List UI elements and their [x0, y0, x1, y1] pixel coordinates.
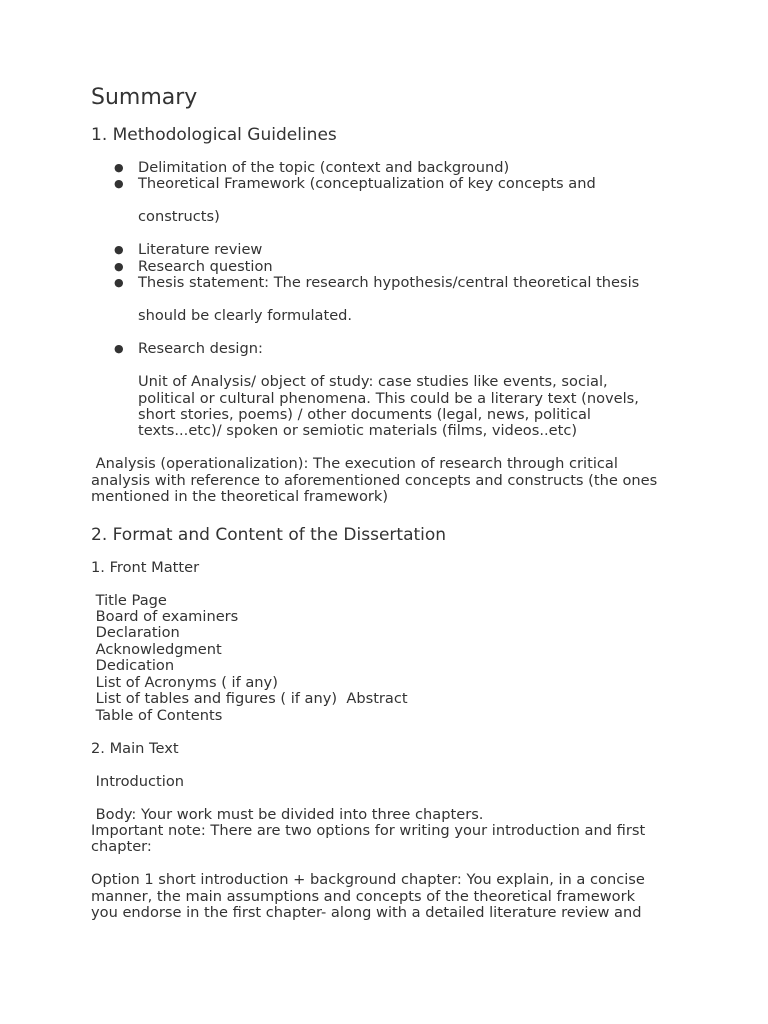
front-matter-item: Table of Contents: [91, 706, 223, 724]
front-matter-heading: 1. Front Matter: [91, 558, 200, 576]
list-item: ● Research question: [114, 257, 273, 275]
bullet-icon: ●: [114, 342, 124, 356]
front-matter-item: Acknowledgment: [91, 640, 222, 658]
front-matter-item: Board of examiners: [91, 608, 239, 626]
list-item-continuation: constructs): [138, 208, 220, 226]
bullet-icon: ●: [114, 276, 124, 290]
bullet-icon: ●: [114, 161, 124, 174]
front-matter-item: List of tables and figures ( if any) Abstract: [91, 690, 408, 708]
main-text-heading: 2. Main Text: [91, 739, 179, 757]
list-item: ● Theoretical Framework (conceptualization of key concepts and constructs): [138, 176, 691, 242]
bullet-icon: ●: [114, 259, 124, 273]
front-matter-item: List of Acronyms ( if any): [91, 673, 278, 691]
list-item: ● Thesis statement: The research hypothesis/central theoretical thesis should be clearly formulated.: [138, 275, 691, 341]
front-matter-item: Dedication: [91, 657, 175, 675]
list-item: ● Delimitation of the topic (context and background): [114, 159, 510, 176]
bullet-icon: ●: [114, 177, 124, 191]
list-item: ● Research design: Unit of Analysis/ object of study: case studies like events, social, political or cultural phenomena. This could be a literary text (novels, short stories, poems) / other documents (legal, news, political texts...etc)/ spoken or semiotic materials (films, videos..etc): [138, 341, 691, 440]
bullet-icon: ●: [114, 243, 124, 257]
section-heading-methodological-guidelines: 1. Methodological Guidelines: [91, 125, 337, 145]
document-page: [91, 84, 691, 922]
front-matter-item: Declaration: [91, 624, 180, 642]
option1-paragraph: Option 1 short introduction + background chapter: You explain, in a concise manner, the main assumptions and concepts of the theoretical framework you endorse in the first chapter- along with a detailed literature review and: [91, 871, 645, 922]
body-paragraph: Body: Your work must be divided into three chapters. Important note: There are two options for writing your introduction and first chapter:: [91, 805, 646, 856]
document-title: Summary: [91, 85, 198, 110]
introduction-line: Introduction: [91, 772, 185, 790]
guidelines-list: [91, 160, 691, 440]
list-item: ● Literature review: [114, 241, 263, 259]
list-item-continuation: should be clearly formulated.: [138, 307, 353, 325]
analysis-paragraph: Analysis (operationalization): The execution of research through critical analysis with reference to aforementioned concepts and constructs (the ones mentioned in the theoretical framework): [91, 455, 658, 506]
front-matter-list: [91, 593, 691, 724]
section-heading-format-content: 2. Format and Content of the Dissertation: [91, 524, 447, 545]
front-matter-item: Title Page: [91, 591, 167, 609]
unit-of-analysis-paragraph: Unit of Analysis/ object of study: case studies like events, social, political or cultural phenomena. This could be a literary text (novels, short stories, poems) / other documents (legal, news, political texts...etc)/ spoken or semiotic materials (films, videos..etc): [138, 373, 639, 440]
